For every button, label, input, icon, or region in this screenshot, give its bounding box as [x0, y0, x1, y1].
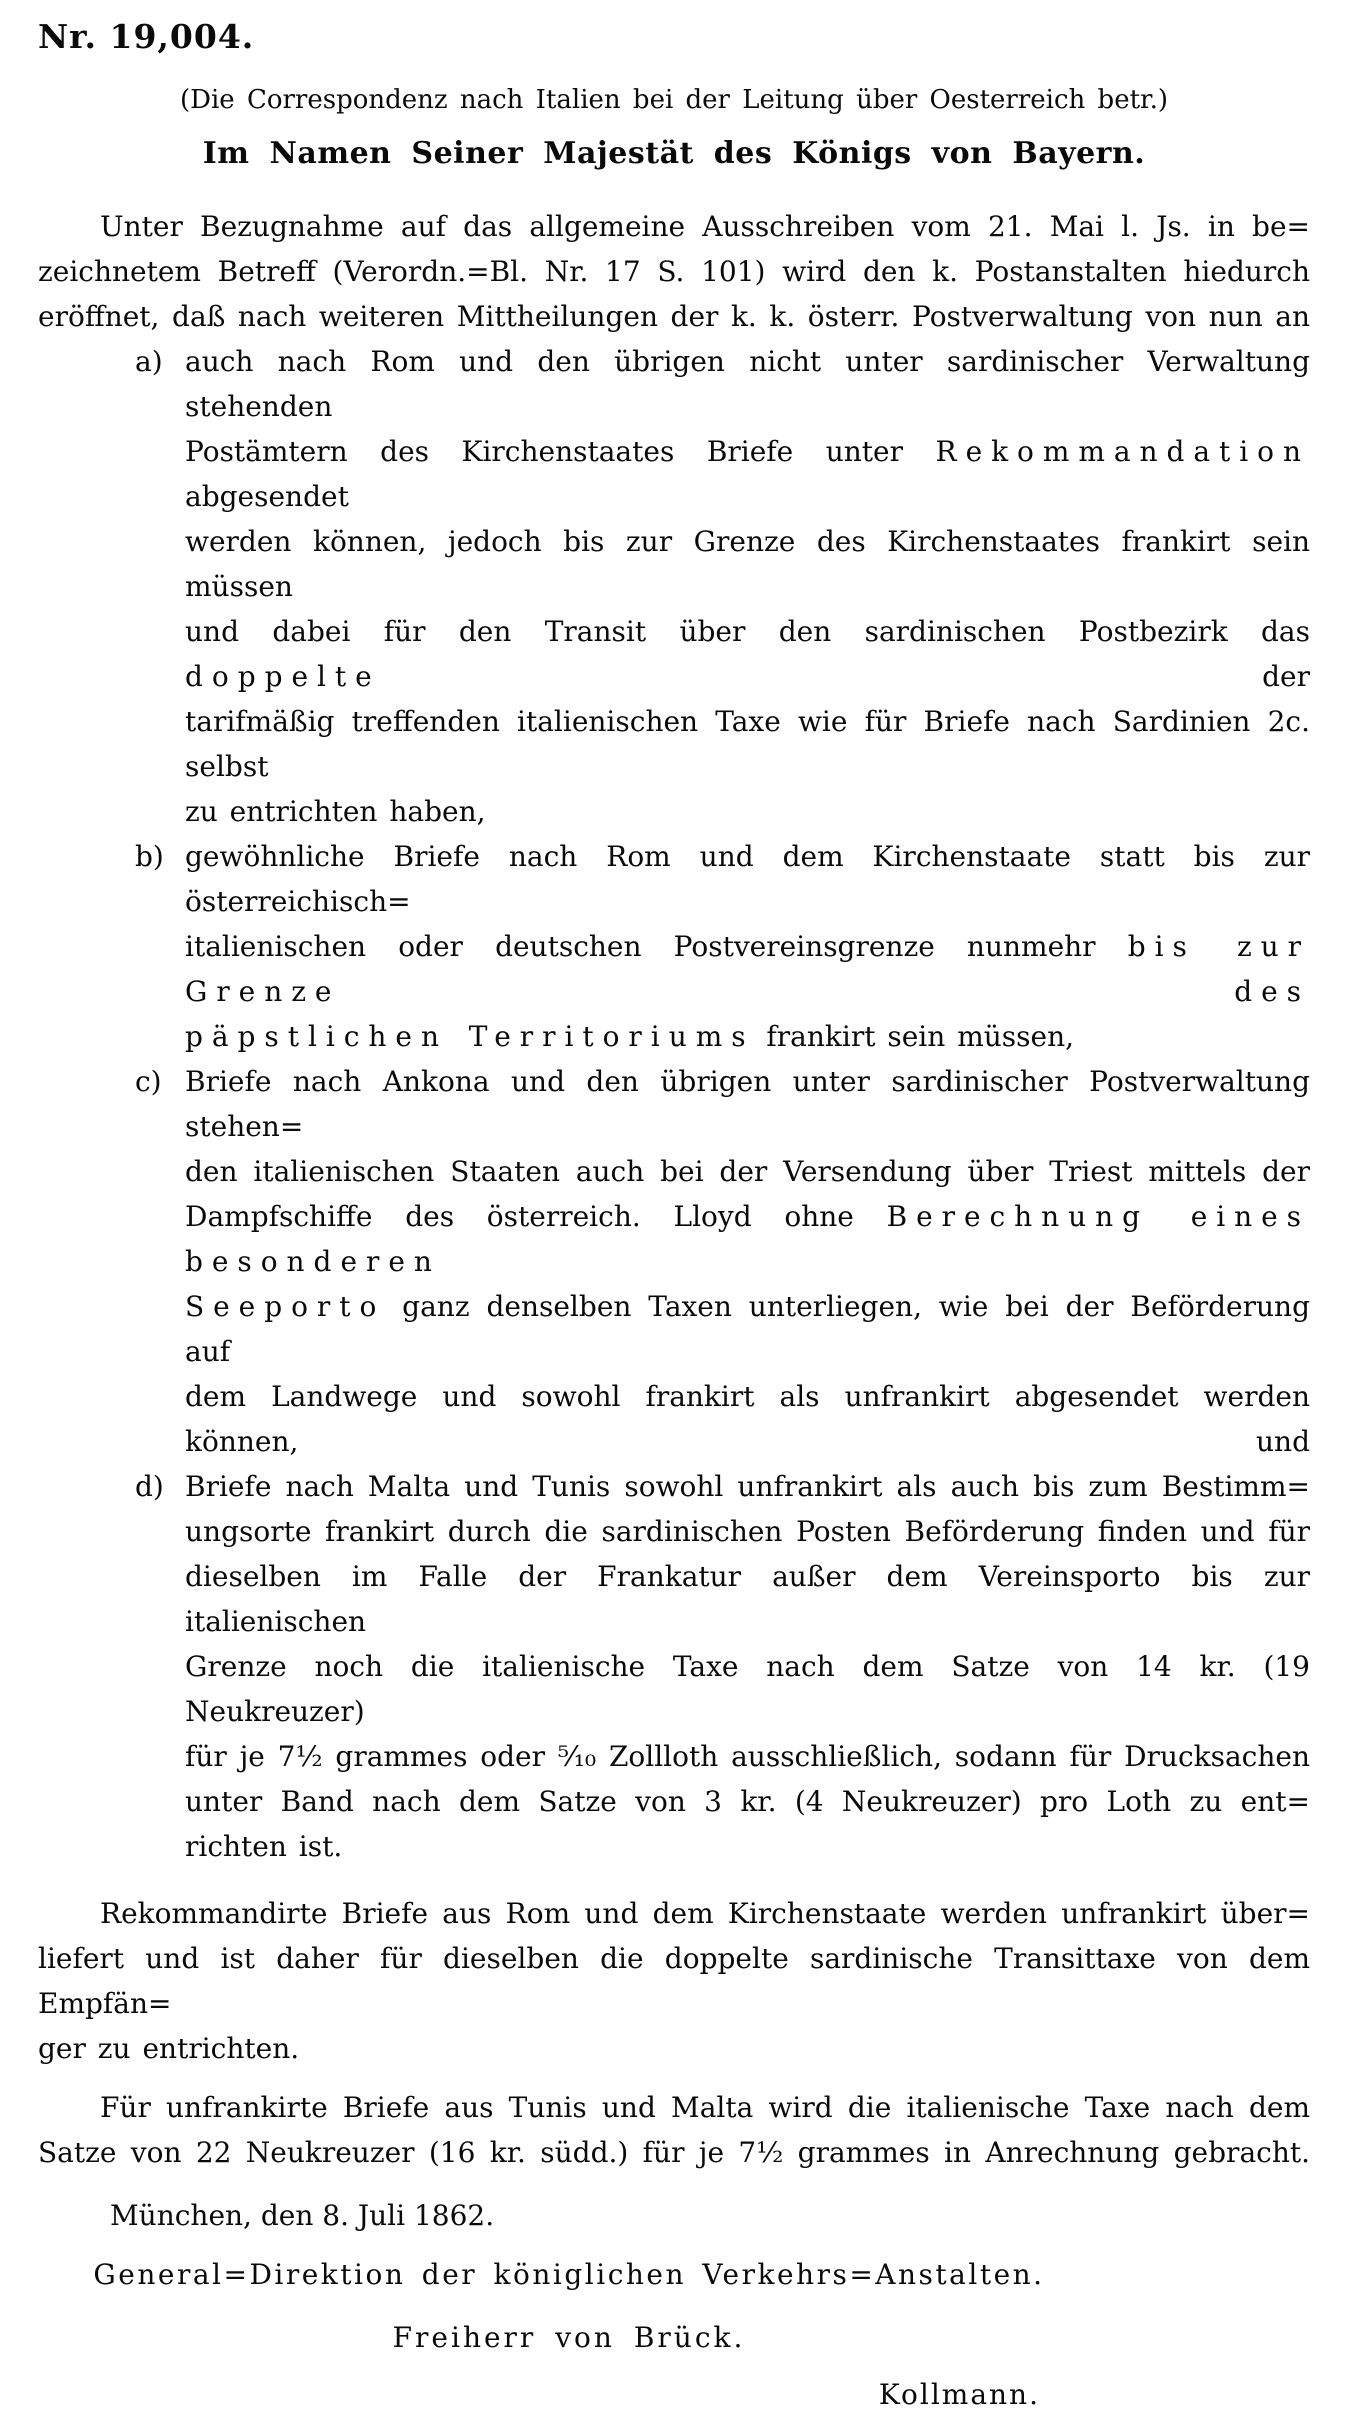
signature-name: Freiherr von Brück. [392, 2321, 746, 2354]
emphasized-text: Rekommandation [935, 435, 1310, 468]
text-line: werden können, jedoch bis zur Grenze des Kirchenstaates frankirt sein müssen [185, 525, 1310, 603]
text-segment: abgesendet [185, 480, 349, 513]
emphasized-text: Seeporto [185, 1290, 386, 1323]
text-segment: frankirt sein müssen, [754, 1020, 1075, 1053]
text-segment: Dampfschiffe des österreich. Lloyd ohne [185, 1200, 887, 1233]
signature-organization: General=Direktion der königlichen Verkehrs=Anstalten. [93, 2258, 1045, 2291]
text-line: dieselben im Falle der Frankatur außer dem Vereinsporto bis zur italienischen [185, 1560, 1310, 1638]
text-line [185, 1284, 1310, 1374]
text-segment: und dabei für den Transit über den sardinischen Postbezirk das [185, 615, 1310, 648]
text-line: ungsorte frankirt durch die sardinischen Posten Beförderung finden und für [185, 1515, 1310, 1548]
item-marker-b: b) [135, 840, 164, 873]
emphasized-text: doppelte [185, 660, 381, 693]
text-segment: der [380, 660, 1310, 693]
text-line [185, 429, 1310, 519]
list-item-d [135, 1464, 1310, 1869]
list-item-a [135, 339, 1310, 834]
text-line [185, 924, 1310, 1014]
text-line: eröffnet, daß nach weiteren Mittheilungen der k. k. österr. Postverwaltung von nun an [38, 300, 1310, 333]
list-item-c [135, 1059, 1310, 1464]
doc-number: Nr. 19,004. [38, 17, 255, 56]
text-line: Für unfrankirte Briefe aus Tunis und Malta wird die italienische Taxe nach dem [100, 2091, 1310, 2124]
emphasized-text: päpstlichen Territoriums [185, 1020, 755, 1053]
item-marker-c: c) [135, 1065, 162, 1098]
text-line: Satze von 22 Neukreuzer (16 kr. südd.) für je 7½ grammes in Anrechnung gebracht. [38, 2136, 1310, 2169]
text-line: Grenze noch die italienische Taxe nach dem Satze von 14 kr. (19 Neukreuzer) [185, 1650, 1310, 1728]
text-segment: italienischen oder deutschen Postvereinsgrenze nunmehr [185, 930, 1128, 963]
text-line: auch nach Rom und den übrigen nicht unter sardinischer Verwaltung stehenden [185, 345, 1310, 423]
emphasized-text: Berechnung eines besonderen [185, 1200, 1310, 1278]
text-line: den italienischen Staaten auch bei der Versendung über Triest mittels der [185, 1155, 1310, 1188]
item-marker-d: d) [135, 1470, 164, 1503]
text-line: tarifmäßig treffenden italienischen Taxe wie für Briefe nach Sardinien 2c. selbst [185, 705, 1310, 783]
text-line: zeichnetem Betreff (Verordn.=Bl. Nr. 17 S. 101) wird den k. Postanstalten hiedurch [38, 255, 1310, 288]
paragraph-unfrankirte [38, 2085, 1310, 2175]
text-line: Briefe nach Ankona und den übrigen unter sardinischer Postverwaltung stehen= [185, 1065, 1310, 1143]
text-line: Briefe nach Malta und Tunis sowohl unfrankirt als auch bis zum Bestimm= [185, 1470, 1310, 1503]
dateline: München, den 8. Juli 1862. [110, 2199, 495, 2232]
text-line: ger zu entrichten. [38, 2032, 300, 2065]
text-line: richten ist. [185, 1830, 343, 1863]
text-line: liefert und ist daher für dieselben die doppelte sardinische Transittaxe von dem Empfän= [38, 1942, 1310, 2020]
countersignature: Kollmann. [878, 2378, 1040, 2411]
paragraph-rekommandirte [38, 1891, 1310, 2071]
text-line [185, 1014, 1310, 1059]
text-line: für je 7½ grammes oder ⁵⁄₁₀ Zollloth ausschließlich, sodann für Drucksachen [185, 1740, 1310, 1773]
text-segment: Postämtern des Kirchenstaates Briefe unter [185, 435, 936, 468]
text-line: unter Band nach dem Satze von 3 kr. (4 Neukreuzer) pro Loth zu ent= [185, 1785, 1310, 1818]
proclamation-title: Im Namen Seiner Majestät des Königs von Bayern. [202, 136, 1146, 171]
list-item-b [135, 834, 1310, 1059]
text-line: dem Landwege und sowohl frankirt als unfrankirt abgesendet werden können, und [185, 1380, 1310, 1458]
text-line: Unter Bezugnahme auf das allgemeine Ausschreiben vom 21. Mai l. Js. in be= [100, 210, 1310, 243]
emphasized-text: bis zur Grenze des [185, 930, 1310, 1008]
item-marker-a: a) [135, 345, 163, 378]
intro-paragraph [38, 204, 1310, 339]
text-segment: ganz denselben Taxen unterliegen, wie bei der Beförderung auf [185, 1290, 1310, 1368]
text-line [185, 1194, 1310, 1284]
text-line: zu entrichten haben, [185, 795, 486, 828]
subject-line: (Die Correspondenz nach Italien bei der Leitung über Oesterreich betr.) [179, 85, 1169, 115]
text-line [185, 609, 1310, 699]
text-line: gewöhnliche Briefe nach Rom und dem Kirchenstaate statt bis zur österreichisch= [185, 840, 1310, 918]
text-line: Rekommandirte Briefe aus Rom und dem Kirchenstaate werden unfrankirt über= [100, 1897, 1310, 1930]
